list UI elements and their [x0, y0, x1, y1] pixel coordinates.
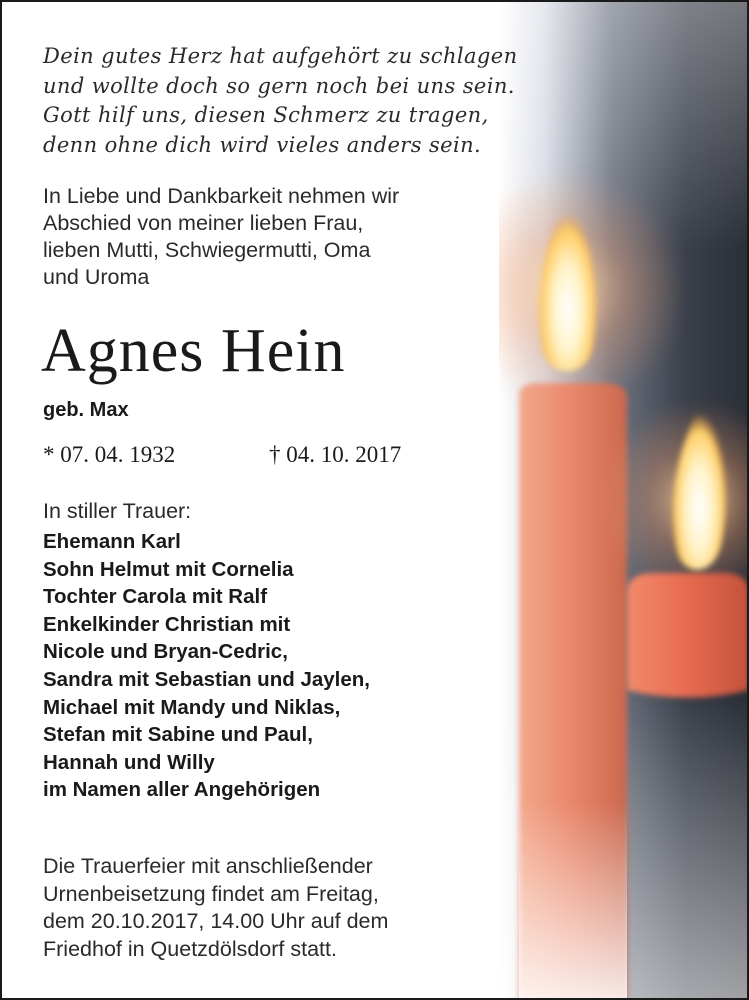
mourner-line: im Namen aller Angehörigen: [43, 778, 321, 802]
memorial-verse: Dein gutes Herz hat aufgehört zu schlagen und wollte doch so gern noch bei uns sein. Gott hilf uns, diesen Schmerz zu tragen, denn ohne dich wird vieles anders sein.: [43, 44, 518, 157]
birth-date: * 07. 04. 1932: [43, 442, 176, 467]
mourner-line: Nicole und Bryan-Cedric,: [43, 640, 288, 664]
death-date: † 04. 10. 2017: [269, 442, 402, 467]
mourner-line: Enkelkinder Christian mit: [43, 612, 291, 636]
mourner-line: Hannah und Willy: [43, 750, 215, 774]
mourner-line: Michael mit Mandy und Niklas,: [43, 695, 341, 719]
funeral-details: Die Trauerfeier mit anschließender Urnenbeisetzung findet am Freitag, dem 20.10.2017, 14.00 Uhr auf dem Friedhof in Quetzdölsdorf statt.: [43, 854, 389, 961]
deceased-name: Agnes Hein: [41, 317, 346, 385]
birth-name: geb. Max: [43, 399, 129, 421]
farewell-intro: In Liebe und Dankbarkeit nehmen wir Abschied von meiner lieben Frau, lieben Mutti, Schwiegermutti, Oma und Uroma: [43, 184, 400, 289]
mourners-list: [43, 528, 370, 804]
life-dates: [43, 441, 402, 469]
mourner-line: Ehemann Karl: [43, 530, 181, 553]
candles-photo: [499, 0, 749, 1000]
mourners-label: In stiller Trauer:: [43, 499, 192, 523]
candles-illustration: [499, 0, 749, 1000]
mourner-line: Sohn Helmut mit Cornelia: [43, 557, 294, 581]
mourner-line: Tochter Carola mit Ralf: [43, 585, 268, 609]
mourner-line: Stefan mit Sabine und Paul,: [43, 723, 313, 747]
mourner-line: Sandra mit Sebastian und Jaylen,: [43, 667, 370, 691]
